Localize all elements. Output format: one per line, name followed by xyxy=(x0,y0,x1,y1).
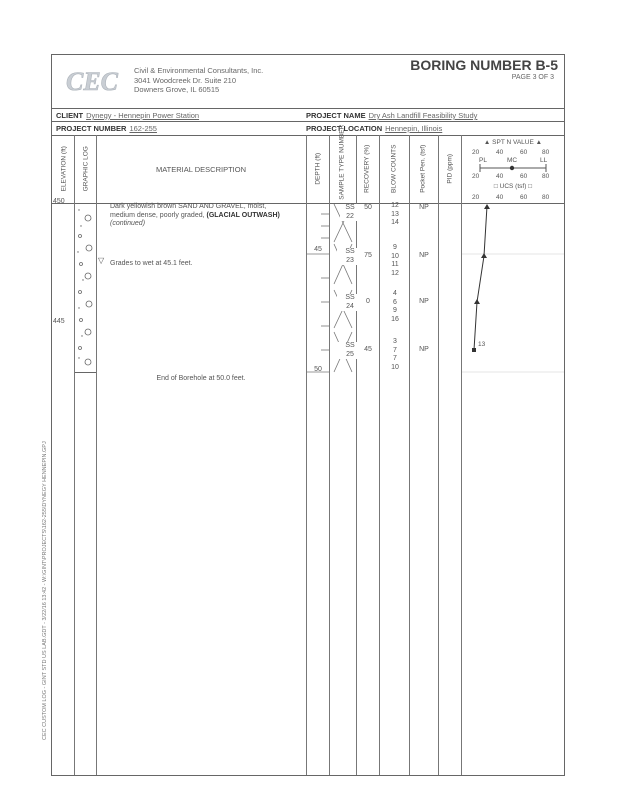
spt-title: ▲ SPT N VALUE ▲ xyxy=(483,139,543,146)
cec-logo xyxy=(61,64,123,98)
divider xyxy=(51,135,565,136)
company-address xyxy=(134,66,263,95)
side-footer-text: CEC CUSTOM LOG - GINT STD US LAB.GDT - 3/22/16 13:42 - W:\GINT\PROJECTS\162-255\DYNEGY HENNEPIN.GPJ xyxy=(42,441,48,740)
col-elevation: ELEVATION (ft) xyxy=(60,146,68,192)
depth-ticks xyxy=(307,204,329,376)
spt-tick: 20 xyxy=(472,194,480,201)
col-depth: DEPTH (ft) xyxy=(314,152,322,185)
spt-tick: 80 xyxy=(542,194,550,201)
col-sample-type: SAMPLE TYPE NUMBER xyxy=(338,124,346,200)
company-city: Downers Grove, IL 60515 xyxy=(134,85,220,94)
atterberg-ll: LL xyxy=(540,157,548,164)
col-material-description: MATERIAL DESCRIPTION xyxy=(155,165,246,174)
project-number-row: PROJECT NUMBER 162-255 xyxy=(56,124,157,133)
end-of-borehole: End of Borehole at 50.0 feet. xyxy=(156,375,246,382)
col-line xyxy=(379,135,380,775)
pocket-pen-value: NP xyxy=(419,204,429,211)
elevation-label: 450 xyxy=(53,198,65,205)
description-line: (continued) xyxy=(110,220,146,227)
spt-tick: 20 xyxy=(472,149,480,156)
recovery-value: 45 xyxy=(364,346,372,353)
spt-marker xyxy=(484,204,490,209)
blow-counts: 12 13 14 xyxy=(391,202,399,226)
sample-type: SS 22 xyxy=(340,204,360,221)
svg-text:CEC: CEC xyxy=(65,67,119,96)
col-pocket-pen: Pocket Pen. (tsf) xyxy=(419,144,427,193)
project-number-value: 162-255 xyxy=(129,124,157,133)
spt-tick: 40 xyxy=(496,194,504,201)
divider xyxy=(51,121,565,122)
blow-counts: 3 7 7 10 xyxy=(391,338,399,371)
description-line: Dark yellowish brown SAND AND GRAVEL, moist, xyxy=(110,203,267,210)
pocket-pen-value: NP xyxy=(419,346,429,353)
project-name-value: Dry Ash Landfill Feasibility Study xyxy=(368,111,478,120)
depth-label: 45 xyxy=(314,246,322,253)
spt-tick: 40 xyxy=(496,173,504,180)
graphic-log-pattern xyxy=(75,204,96,372)
col-line xyxy=(96,135,97,775)
project-location-value: Hennepin, Illinois xyxy=(385,124,443,133)
client-row: CLIENT Dynegy - Hennepin Power Station xyxy=(56,111,200,120)
page-label: PAGE 3 OF 3 xyxy=(511,74,554,81)
spt-plot xyxy=(462,204,564,374)
atterberg-pl: PL xyxy=(479,157,487,164)
col-blow-counts: BLOW COUNTS xyxy=(390,144,398,193)
ucs-marker xyxy=(472,348,476,352)
blow-counts: 9 10 11 12 xyxy=(391,244,399,277)
company-name: Civil & Environmental Consultants, Inc. xyxy=(134,66,264,75)
spt-tick: 80 xyxy=(542,149,550,156)
stratum-bottom xyxy=(75,372,96,373)
spt-value-label: 13 xyxy=(478,341,486,348)
pocket-pen-value: NP xyxy=(419,252,429,259)
sample-type: SS 23 xyxy=(337,248,363,265)
sample-type: SS 24 xyxy=(337,294,363,311)
col-line xyxy=(356,135,357,775)
col-graphic-log: GRAPHIC LOG xyxy=(82,146,90,192)
atterberg-mc: MC xyxy=(507,157,518,164)
ucs-title: □ UCS (tsf) □ xyxy=(493,183,533,190)
spt-tick: 80 xyxy=(542,173,550,180)
col-recovery: RECOVERY (%) xyxy=(363,144,371,193)
grades-note: Grades to wet at 45.1 feet. xyxy=(110,260,193,267)
col-pid: PID (ppm) xyxy=(446,153,454,184)
spt-marker xyxy=(474,299,480,304)
project-location-row: PROJECT LOCATION Hennepin, Illinois xyxy=(306,124,443,133)
material-description xyxy=(110,203,305,229)
water-level-icon: ▽ xyxy=(98,256,105,265)
recovery-value: 75 xyxy=(364,252,372,259)
divider xyxy=(51,108,565,109)
spt-tick: 60 xyxy=(520,194,528,201)
project-name-row: PROJECT NAME Dry Ash Landfill Feasibility Study xyxy=(306,111,478,120)
sample-type: SS 25 xyxy=(337,342,363,359)
recovery-value: 0 xyxy=(366,298,370,305)
spt-tick: 60 xyxy=(520,173,528,180)
spt-tick: 60 xyxy=(520,149,528,156)
blow-counts: 4 6 9 16 xyxy=(391,290,399,323)
pocket-pen-value: NP xyxy=(419,298,429,305)
spt-tick: 40 xyxy=(496,149,504,156)
spt-tick: 20 xyxy=(472,173,480,180)
client-value: Dynegy - Hennepin Power Station xyxy=(86,111,200,120)
boring-title: BORING NUMBER B-5 xyxy=(410,57,558,73)
atterberg-graphic xyxy=(478,164,548,172)
company-street: 3041 Woodcreek Dr. Suite 210 xyxy=(134,75,237,85)
log-frame xyxy=(51,54,565,776)
recovery-value: 50 xyxy=(364,204,372,211)
col-line xyxy=(409,135,410,775)
depth-label: 50 xyxy=(314,366,322,373)
elevation-label: 445 xyxy=(53,318,65,325)
col-line xyxy=(438,135,439,775)
description-line: medium dense, poorly graded, (GLACIAL OUTWASH) xyxy=(110,211,280,219)
